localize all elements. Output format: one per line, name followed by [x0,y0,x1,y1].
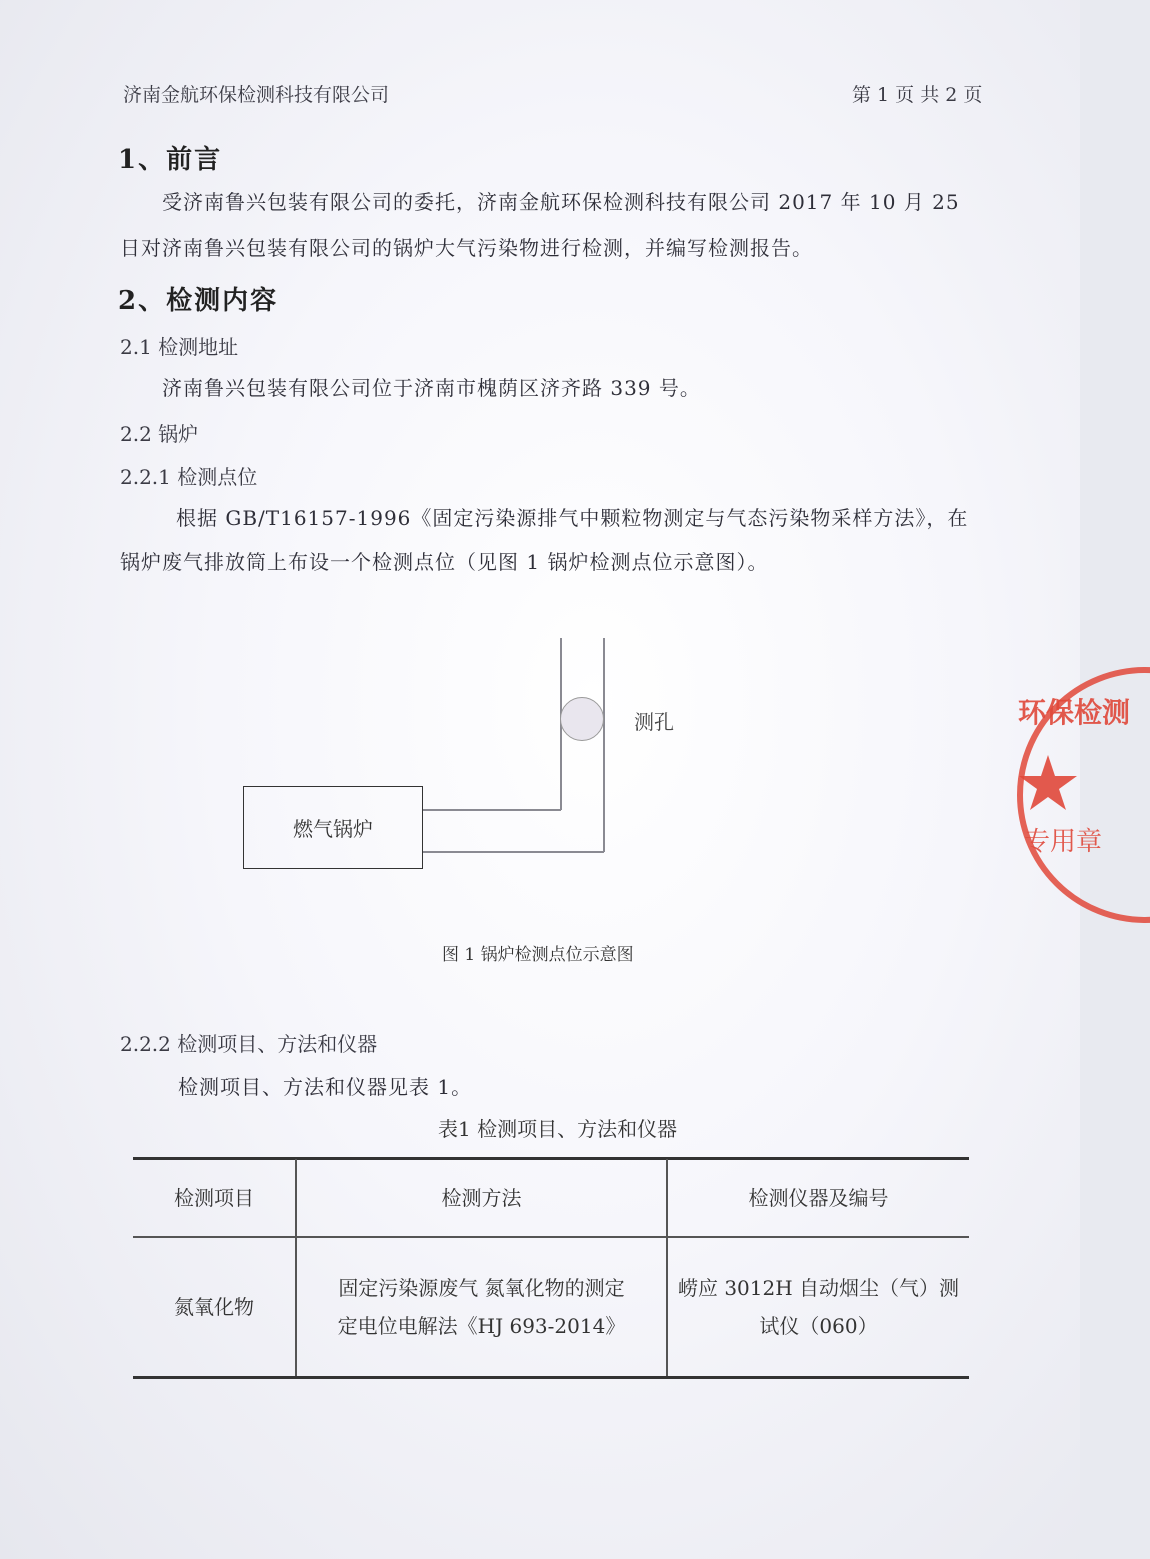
table-row-method [297,1238,666,1376]
table-row-method-line-1: 固定污染源废气 氮氧化物的测定 [338,1276,625,1300]
section-2-2-1-line-2: 锅炉废气排放筒上布设一个检测点位（见图 1 锅炉检测点位示意图）。 [120,550,769,574]
chimney-right-wall [603,638,605,852]
stamp-star-icon [1019,755,1077,810]
table-row-method-line-2: 定电位电解法《HJ 693-2014》 [337,1314,626,1338]
stamp-text-top: 环保检测 [1018,696,1131,729]
table-header-item: 检测项目 [174,1185,254,1210]
section-1-paragraph-line-1: 受济南鲁兴包装有限公司的委托，济南金航环保检测科技有限公司 2017 年 10 月 25 [162,190,960,214]
stamp-text-bottom: 专用章 [1024,827,1103,857]
section-2-title: 2、检测内容 [118,286,279,316]
table-bottom-rule [133,1376,969,1379]
section-1-title: 1、前言 [118,145,223,175]
table-row-item: 氮氧化物 [174,1295,254,1319]
section-2-2-2-title: 2.2.2 检测项目、方法和仪器 [120,1032,378,1056]
table-row-instrument-line-1: 崂应 3012H 自动烟尘（气）测 [677,1276,960,1300]
table-1-caption: 表1 检测项目、方法和仪器 [438,1117,678,1141]
table-row-instrument [668,1238,969,1376]
header-company: 济南金航环保检测科技有限公司 [123,84,390,106]
boiler-label: 燃气锅炉 [293,817,373,841]
red-seal-stamp [1010,660,1150,930]
sampling-port-circle [560,697,604,741]
table-row-instrument-line-2: 试仪（060） [759,1314,878,1338]
table-header-method: 检测方法 [441,1185,522,1210]
section-2-1-title: 2.1 检测地址 [120,335,239,359]
flue-bottom-wall [423,851,604,853]
sampling-port-label: 测孔 [634,710,674,734]
section-1-paragraph-line-2: 日对济南鲁兴包装有限公司的锅炉大气污染物进行检测，并编写检测报告。 [120,236,813,260]
figure-1-caption: 图 1 锅炉检测点位示意图 [442,945,634,965]
header-page-info: 第 1 页 共 2 页 [852,84,983,106]
section-2-2-title: 2.2 锅炉 [120,422,199,446]
section-2-2-2-text: 检测项目、方法和仪器见表 1。 [178,1075,473,1099]
section-2-2-1-line-1: 根据 GB/T16157-1996《固定污染源排气中颗粒物测定与气态污染物采样方法》，在 [176,506,969,530]
flue-top-wall [423,809,561,811]
section-2-1-text: 济南鲁兴包装有限公司位于济南市槐荫区济齐路 339 号。 [162,376,701,400]
section-2-2-1-title: 2.2.1 检测点位 [120,465,258,489]
table-header-instrument: 检测仪器及编号 [748,1185,889,1210]
boiler-box [243,786,423,869]
